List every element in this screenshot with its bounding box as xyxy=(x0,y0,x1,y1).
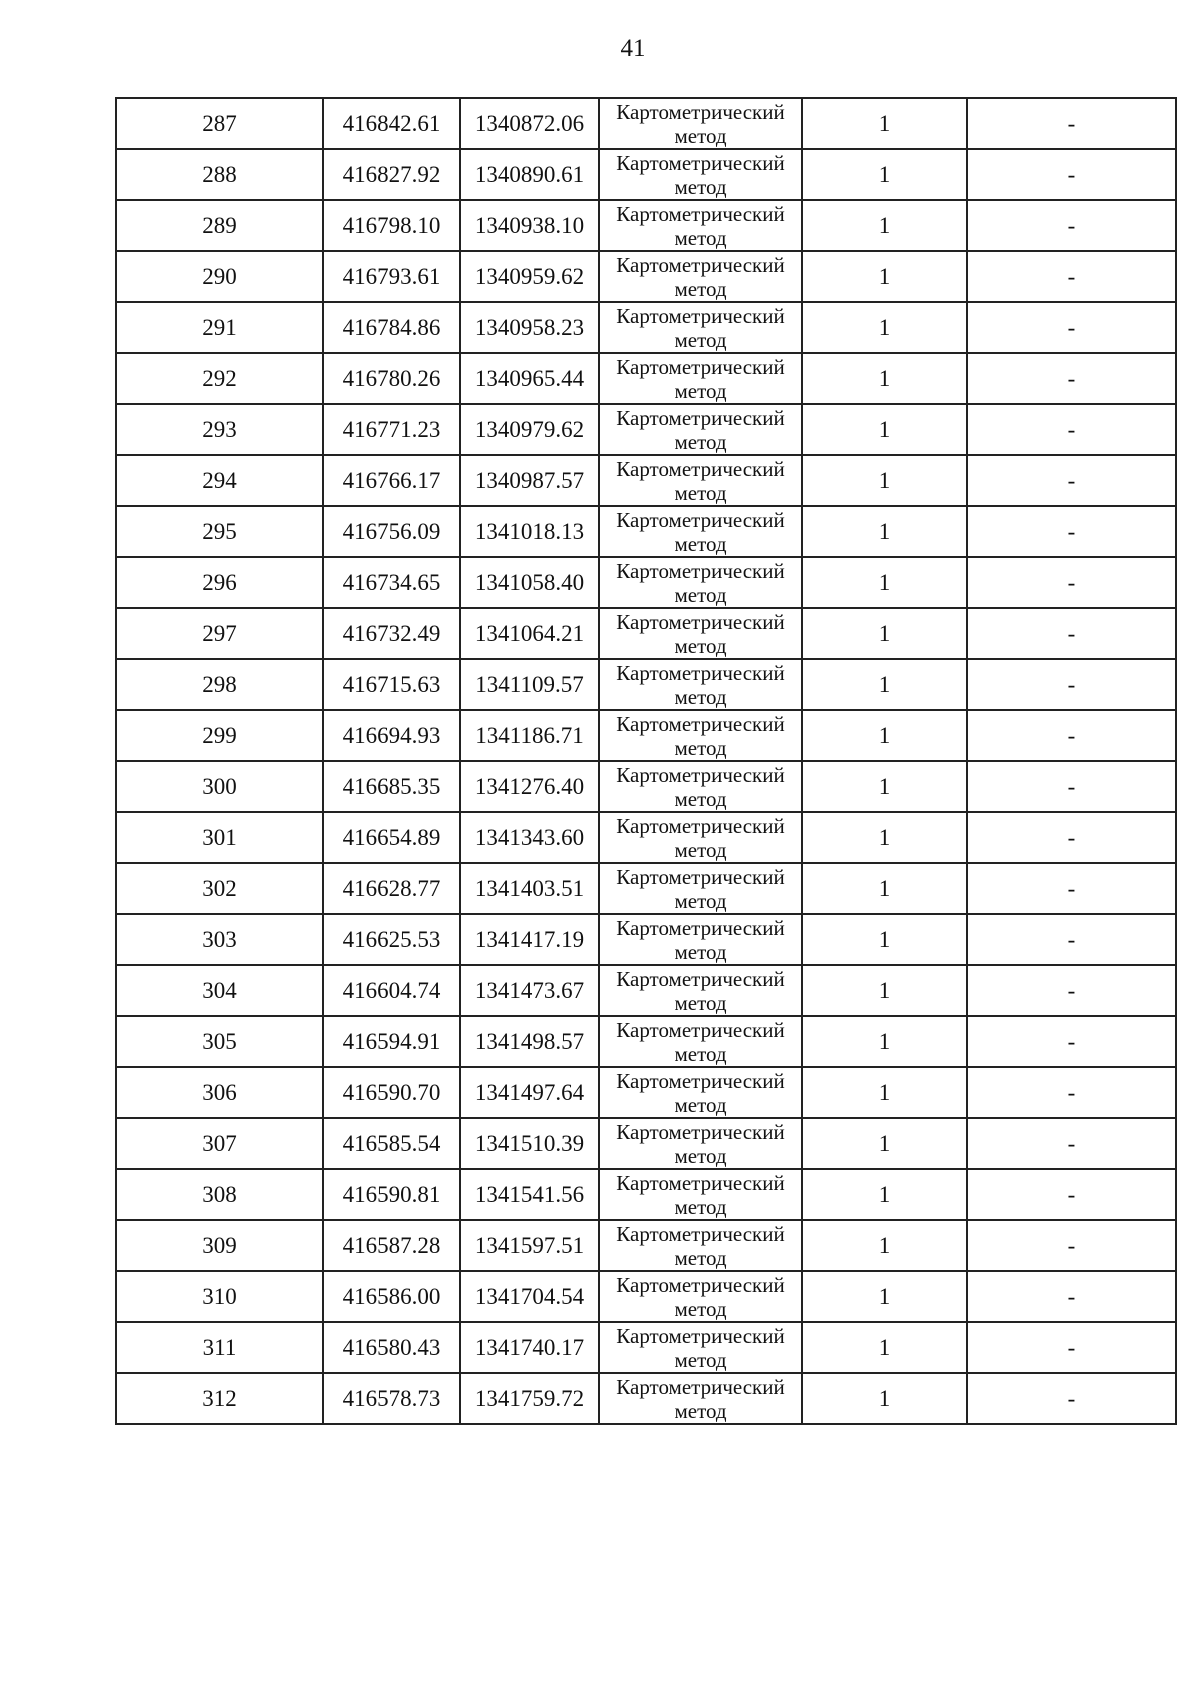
note-cell: - xyxy=(967,1322,1176,1373)
method-cell xyxy=(599,914,802,965)
accuracy-cell: 1 xyxy=(802,863,967,914)
table-row xyxy=(116,1220,1176,1271)
method-line-1: Картометрический xyxy=(616,405,785,430)
coordinates-table xyxy=(115,97,1177,1425)
y-coordinate-cell: 1341403.51 xyxy=(460,863,599,914)
y-coordinate-cell: 1341740.17 xyxy=(460,1322,599,1373)
method-line-1: Картометрический xyxy=(616,558,785,583)
x-coordinate-cell: 416685.35 xyxy=(323,761,460,812)
table-row xyxy=(116,353,1176,404)
note-cell: - xyxy=(967,98,1176,149)
method-line-1: Картометрический xyxy=(616,1170,785,1195)
method-cell xyxy=(599,812,802,863)
x-coordinate-cell: 416587.28 xyxy=(323,1220,460,1271)
accuracy-cell: 1 xyxy=(802,455,967,506)
table-row xyxy=(116,251,1176,302)
method-line-2: метод xyxy=(674,327,727,352)
point-number-cell: 292 xyxy=(116,353,323,404)
point-number-cell: 303 xyxy=(116,914,323,965)
method-line-1: Картометрический xyxy=(616,864,785,889)
table-row xyxy=(116,1118,1176,1169)
x-coordinate-cell: 416586.00 xyxy=(323,1271,460,1322)
method-line-1: Картометрический xyxy=(616,1068,785,1093)
note-cell: - xyxy=(967,506,1176,557)
y-coordinate-cell: 1341704.54 xyxy=(460,1271,599,1322)
method-line-2: метод xyxy=(674,837,727,862)
method-line-2: метод xyxy=(674,1398,727,1423)
point-number-cell: 298 xyxy=(116,659,323,710)
method-cell xyxy=(599,710,802,761)
coordinates-table-body xyxy=(116,98,1176,1424)
table-row xyxy=(116,1373,1176,1424)
x-coordinate-cell: 416798.10 xyxy=(323,200,460,251)
method-cell xyxy=(599,965,802,1016)
accuracy-cell: 1 xyxy=(802,965,967,1016)
table-row xyxy=(116,98,1176,149)
x-coordinate-cell: 416734.65 xyxy=(323,557,460,608)
method-line-1: Картометрический xyxy=(616,99,785,124)
x-coordinate-cell: 416732.49 xyxy=(323,608,460,659)
method-line-1: Картометрический xyxy=(616,1017,785,1042)
y-coordinate-cell: 1340965.44 xyxy=(460,353,599,404)
point-number-cell: 311 xyxy=(116,1322,323,1373)
method-line-2: метод xyxy=(674,633,727,658)
x-coordinate-cell: 416784.86 xyxy=(323,302,460,353)
x-coordinate-cell: 416780.26 xyxy=(323,353,460,404)
y-coordinate-cell: 1341541.56 xyxy=(460,1169,599,1220)
y-coordinate-cell: 1341018.13 xyxy=(460,506,599,557)
method-cell xyxy=(599,863,802,914)
table-row xyxy=(116,302,1176,353)
accuracy-cell: 1 xyxy=(802,1373,967,1424)
accuracy-cell: 1 xyxy=(802,506,967,557)
point-number-cell: 307 xyxy=(116,1118,323,1169)
y-coordinate-cell: 1341497.64 xyxy=(460,1067,599,1118)
x-coordinate-cell: 416756.09 xyxy=(323,506,460,557)
table-row xyxy=(116,914,1176,965)
accuracy-cell: 1 xyxy=(802,98,967,149)
x-coordinate-cell: 416585.54 xyxy=(323,1118,460,1169)
table-row xyxy=(116,812,1176,863)
x-coordinate-cell: 416654.89 xyxy=(323,812,460,863)
method-line-2: метод xyxy=(674,429,727,454)
note-cell: - xyxy=(967,557,1176,608)
method-line-2: метод xyxy=(674,684,727,709)
method-line-2: метод xyxy=(674,939,727,964)
point-number-cell: 293 xyxy=(116,404,323,455)
accuracy-cell: 1 xyxy=(802,1118,967,1169)
point-number-cell: 299 xyxy=(116,710,323,761)
point-number-cell: 294 xyxy=(116,455,323,506)
method-line-2: метод xyxy=(674,1092,727,1117)
method-cell xyxy=(599,455,802,506)
method-cell xyxy=(599,1271,802,1322)
table-row xyxy=(116,863,1176,914)
y-coordinate-cell: 1340959.62 xyxy=(460,251,599,302)
accuracy-cell: 1 xyxy=(802,251,967,302)
table-row xyxy=(116,659,1176,710)
accuracy-cell: 1 xyxy=(802,353,967,404)
method-cell xyxy=(599,200,802,251)
y-coordinate-cell: 1341510.39 xyxy=(460,1118,599,1169)
method-cell xyxy=(599,302,802,353)
method-cell xyxy=(599,251,802,302)
point-number-cell: 301 xyxy=(116,812,323,863)
method-line-2: метод xyxy=(674,990,727,1015)
accuracy-cell: 1 xyxy=(802,1016,967,1067)
x-coordinate-cell: 416604.74 xyxy=(323,965,460,1016)
method-line-2: метод xyxy=(674,276,727,301)
accuracy-cell: 1 xyxy=(802,812,967,863)
point-number-cell: 287 xyxy=(116,98,323,149)
y-coordinate-cell: 1340958.23 xyxy=(460,302,599,353)
y-coordinate-cell: 1341417.19 xyxy=(460,914,599,965)
note-cell: - xyxy=(967,1373,1176,1424)
y-coordinate-cell: 1340872.06 xyxy=(460,98,599,149)
note-cell: - xyxy=(967,710,1176,761)
method-line-2: метод xyxy=(674,1347,727,1372)
point-number-cell: 297 xyxy=(116,608,323,659)
method-line-1: Картометрический xyxy=(616,303,785,328)
method-line-1: Картометрический xyxy=(616,456,785,481)
table-row xyxy=(116,1169,1176,1220)
accuracy-cell: 1 xyxy=(802,404,967,455)
note-cell: - xyxy=(967,659,1176,710)
y-coordinate-cell: 1341058.40 xyxy=(460,557,599,608)
accuracy-cell: 1 xyxy=(802,1271,967,1322)
y-coordinate-cell: 1341759.72 xyxy=(460,1373,599,1424)
method-line-1: Картометрический xyxy=(616,1119,785,1144)
y-coordinate-cell: 1340987.57 xyxy=(460,455,599,506)
method-cell xyxy=(599,761,802,812)
method-line-2: метод xyxy=(674,1143,727,1168)
method-cell xyxy=(599,1016,802,1067)
accuracy-cell: 1 xyxy=(802,1322,967,1373)
note-cell: - xyxy=(967,1016,1176,1067)
point-number-cell: 309 xyxy=(116,1220,323,1271)
point-number-cell: 291 xyxy=(116,302,323,353)
point-number-cell: 288 xyxy=(116,149,323,200)
method-line-1: Картометрический xyxy=(616,1323,785,1348)
note-cell: - xyxy=(967,608,1176,659)
note-cell: - xyxy=(967,1067,1176,1118)
y-coordinate-cell: 1341064.21 xyxy=(460,608,599,659)
table-row xyxy=(116,710,1176,761)
x-coordinate-cell: 416578.73 xyxy=(323,1373,460,1424)
note-cell: - xyxy=(967,353,1176,404)
table-row xyxy=(116,455,1176,506)
y-coordinate-cell: 1341186.71 xyxy=(460,710,599,761)
point-number-cell: 304 xyxy=(116,965,323,1016)
x-coordinate-cell: 416628.77 xyxy=(323,863,460,914)
method-line-2: метод xyxy=(674,1041,727,1066)
point-number-cell: 289 xyxy=(116,200,323,251)
accuracy-cell: 1 xyxy=(802,557,967,608)
table-row xyxy=(116,1322,1176,1373)
note-cell: - xyxy=(967,965,1176,1016)
method-line-2: метод xyxy=(674,1245,727,1270)
y-coordinate-cell: 1341343.60 xyxy=(460,812,599,863)
accuracy-cell: 1 xyxy=(802,1220,967,1271)
x-coordinate-cell: 416694.93 xyxy=(323,710,460,761)
method-line-2: метод xyxy=(674,582,727,607)
note-cell: - xyxy=(967,455,1176,506)
y-coordinate-cell: 1341597.51 xyxy=(460,1220,599,1271)
table-row xyxy=(116,506,1176,557)
method-line-1: Картометрический xyxy=(616,966,785,991)
method-cell xyxy=(599,506,802,557)
method-line-2: метод xyxy=(674,888,727,913)
note-cell: - xyxy=(967,200,1176,251)
method-line-2: метод xyxy=(674,735,727,760)
method-line-1: Картометрический xyxy=(616,1374,785,1399)
table-row xyxy=(116,200,1176,251)
method-cell xyxy=(599,353,802,404)
note-cell: - xyxy=(967,1220,1176,1271)
note-cell: - xyxy=(967,149,1176,200)
method-line-2: метод xyxy=(674,225,727,250)
method-line-2: метод xyxy=(674,1296,727,1321)
method-line-1: Картометрический xyxy=(616,252,785,277)
point-number-cell: 296 xyxy=(116,557,323,608)
accuracy-cell: 1 xyxy=(802,200,967,251)
accuracy-cell: 1 xyxy=(802,302,967,353)
method-cell xyxy=(599,1118,802,1169)
table-row xyxy=(116,965,1176,1016)
method-cell xyxy=(599,149,802,200)
x-coordinate-cell: 416590.81 xyxy=(323,1169,460,1220)
method-line-1: Картометрический xyxy=(616,354,785,379)
x-coordinate-cell: 416580.43 xyxy=(323,1322,460,1373)
method-line-2: метод xyxy=(674,1194,727,1219)
table-row xyxy=(116,557,1176,608)
x-coordinate-cell: 416590.70 xyxy=(323,1067,460,1118)
note-cell: - xyxy=(967,404,1176,455)
method-line-2: метод xyxy=(674,174,727,199)
table-row xyxy=(116,149,1176,200)
table-row xyxy=(116,1271,1176,1322)
note-cell: - xyxy=(967,914,1176,965)
method-line-1: Картометрический xyxy=(616,1272,785,1297)
point-number-cell: 295 xyxy=(116,506,323,557)
note-cell: - xyxy=(967,1118,1176,1169)
note-cell: - xyxy=(967,761,1176,812)
y-coordinate-cell: 1340938.10 xyxy=(460,200,599,251)
point-number-cell: 302 xyxy=(116,863,323,914)
note-cell: - xyxy=(967,1169,1176,1220)
method-line-1: Картометрический xyxy=(616,507,785,532)
y-coordinate-cell: 1341109.57 xyxy=(460,659,599,710)
x-coordinate-cell: 416594.91 xyxy=(323,1016,460,1067)
point-number-cell: 312 xyxy=(116,1373,323,1424)
y-coordinate-cell: 1340890.61 xyxy=(460,149,599,200)
note-cell: - xyxy=(967,251,1176,302)
method-line-1: Картометрический xyxy=(616,915,785,940)
method-line-1: Картометрический xyxy=(616,1221,785,1246)
accuracy-cell: 1 xyxy=(802,1067,967,1118)
method-line-1: Картометрический xyxy=(616,711,785,736)
method-cell xyxy=(599,557,802,608)
method-cell xyxy=(599,608,802,659)
note-cell: - xyxy=(967,863,1176,914)
method-line-1: Картометрический xyxy=(616,150,785,175)
method-line-2: метод xyxy=(674,123,727,148)
accuracy-cell: 1 xyxy=(802,1169,967,1220)
method-cell xyxy=(599,1322,802,1373)
note-cell: - xyxy=(967,1271,1176,1322)
method-cell xyxy=(599,1067,802,1118)
x-coordinate-cell: 416625.53 xyxy=(323,914,460,965)
x-coordinate-cell: 416793.61 xyxy=(323,251,460,302)
y-coordinate-cell: 1341498.57 xyxy=(460,1016,599,1067)
x-coordinate-cell: 416766.17 xyxy=(323,455,460,506)
point-number-cell: 310 xyxy=(116,1271,323,1322)
y-coordinate-cell: 1340979.62 xyxy=(460,404,599,455)
accuracy-cell: 1 xyxy=(802,710,967,761)
note-cell: - xyxy=(967,812,1176,863)
table-row xyxy=(116,608,1176,659)
table-row xyxy=(116,761,1176,812)
method-cell xyxy=(599,1220,802,1271)
table-row xyxy=(116,404,1176,455)
method-cell xyxy=(599,98,802,149)
accuracy-cell: 1 xyxy=(802,149,967,200)
method-cell xyxy=(599,404,802,455)
note-cell: - xyxy=(967,302,1176,353)
accuracy-cell: 1 xyxy=(802,761,967,812)
x-coordinate-cell: 416842.61 xyxy=(323,98,460,149)
accuracy-cell: 1 xyxy=(802,914,967,965)
x-coordinate-cell: 416715.63 xyxy=(323,659,460,710)
point-number-cell: 305 xyxy=(116,1016,323,1067)
y-coordinate-cell: 1341473.67 xyxy=(460,965,599,1016)
method-line-1: Картометрический xyxy=(616,660,785,685)
y-coordinate-cell: 1341276.40 xyxy=(460,761,599,812)
method-line-1: Картометрический xyxy=(616,813,785,838)
point-number-cell: 290 xyxy=(116,251,323,302)
method-cell xyxy=(599,1373,802,1424)
page-number: 41 xyxy=(620,35,646,62)
method-line-1: Картометрический xyxy=(616,762,785,787)
point-number-cell: 306 xyxy=(116,1067,323,1118)
method-cell xyxy=(599,659,802,710)
method-line-2: метод xyxy=(674,378,727,403)
accuracy-cell: 1 xyxy=(802,608,967,659)
point-number-cell: 308 xyxy=(116,1169,323,1220)
accuracy-cell: 1 xyxy=(802,659,967,710)
method-line-2: метод xyxy=(674,480,727,505)
method-line-2: метод xyxy=(674,786,727,811)
method-cell xyxy=(599,1169,802,1220)
table-row xyxy=(116,1067,1176,1118)
method-line-2: метод xyxy=(674,531,727,556)
table-row xyxy=(116,1016,1176,1067)
x-coordinate-cell: 416771.23 xyxy=(323,404,460,455)
method-line-1: Картометрический xyxy=(616,201,785,226)
point-number-cell: 300 xyxy=(116,761,323,812)
method-line-1: Картометрический xyxy=(616,609,785,634)
x-coordinate-cell: 416827.92 xyxy=(323,149,460,200)
